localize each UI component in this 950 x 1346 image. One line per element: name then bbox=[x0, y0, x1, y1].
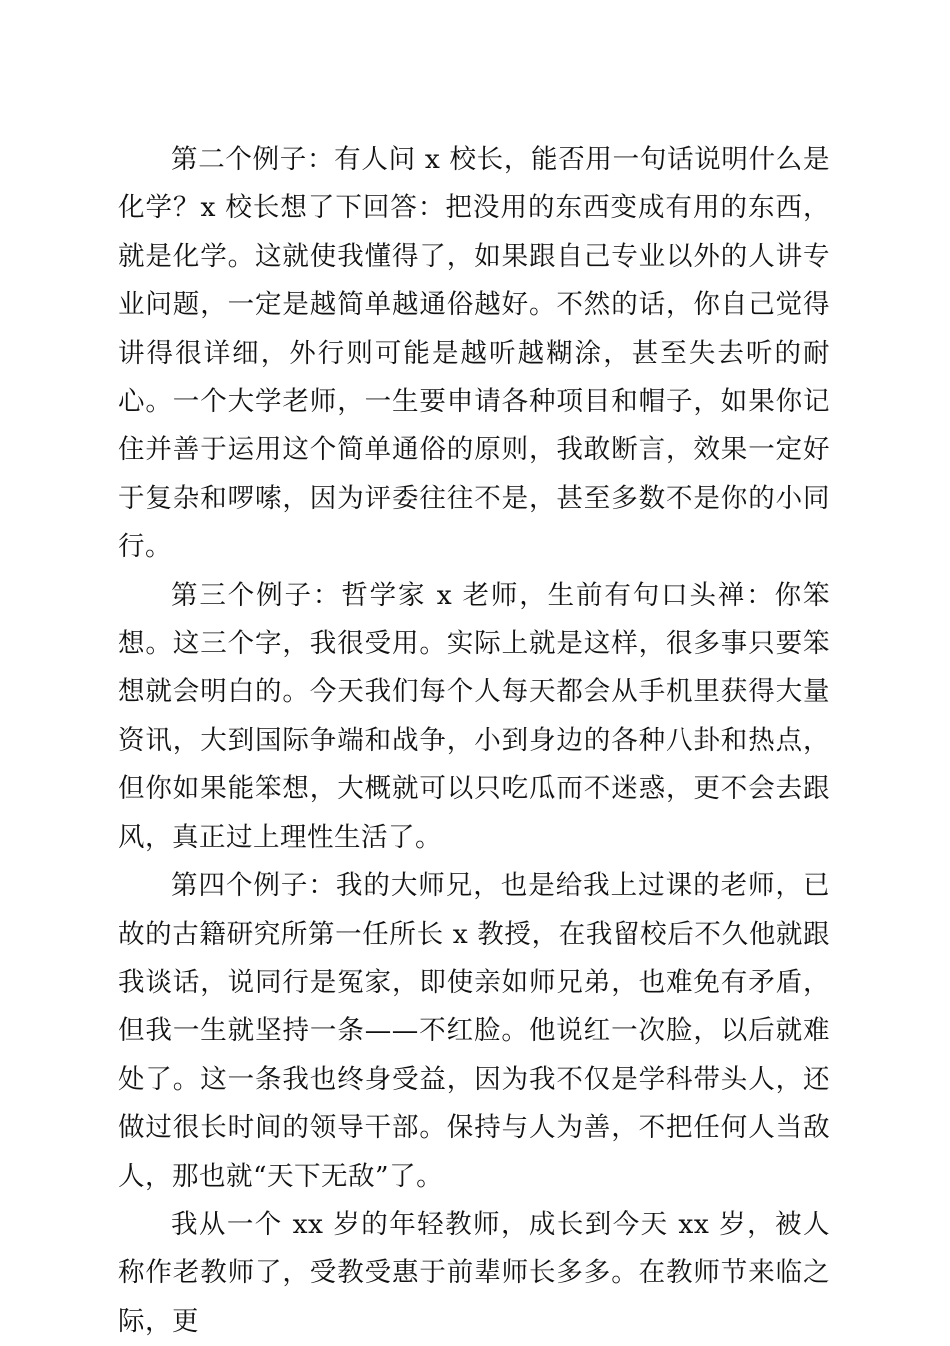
paragraph-example-3: 第三个例子：哲学家 x 老师，生前有句口头禅：你笨想。这三个字，我很受用。实际上就是这样，很多事只要笨想就会明白的。今天我们每个人每天都会从手机里获得大量资讯，大到国际争端和战争，小到身边的各种八卦和热点，但你如果能笨想，大概就可以只吃瓜而不迷惑，更不会去跟风，真正过上理性生活了。 bbox=[118, 579, 830, 853]
paragraph-example-2: 第二个例子：有人问 x 校长，能否用一句话说明什么是化学？x 校长想了下回答：把没用的东西变成有用的东西，就是化学。这就使我懂得了，如果跟自己专业以外的人讲专业问题，一定是越简单越通俗越好。不然的话，你自己觉得讲得很详细，外行则可能是越听越糊涂，甚至失去听的耐心。一个大学老师，一生要申请各种项目和帽子，如果你记住并善于运用这个简单通俗的原则，我敢断言，效果一定好于复杂和啰嗦，因为评委往往不是，甚至多数不是你的小同行。 bbox=[118, 144, 830, 563]
paragraph-example-4: 第四个例子：我的大师兄，也是给我上过课的老师，已故的古籍研究所第一任所长 x 教授，在我留校后不久他就跟我谈话，说同行是冤家，即使亲如师兄弟，也难免有矛盾，但我一生就坚持一条——不红脸。他说红一次脸，以后就难处了。这一条我也终身受益，因为我不仅是学科带头人，还做过很长时间的领导干部。保持与人为善，不把任何人当敌人，那也就“天下无敌”了。 bbox=[118, 870, 830, 1192]
paragraph-closing: 我从一个 xx 岁的年轻教师，成长到今天 xx 岁，被人称作老教师了，受教受惠于前辈师长多多。在教师节来临之际，更 bbox=[118, 1208, 830, 1337]
document-body bbox=[118, 136, 830, 1346]
